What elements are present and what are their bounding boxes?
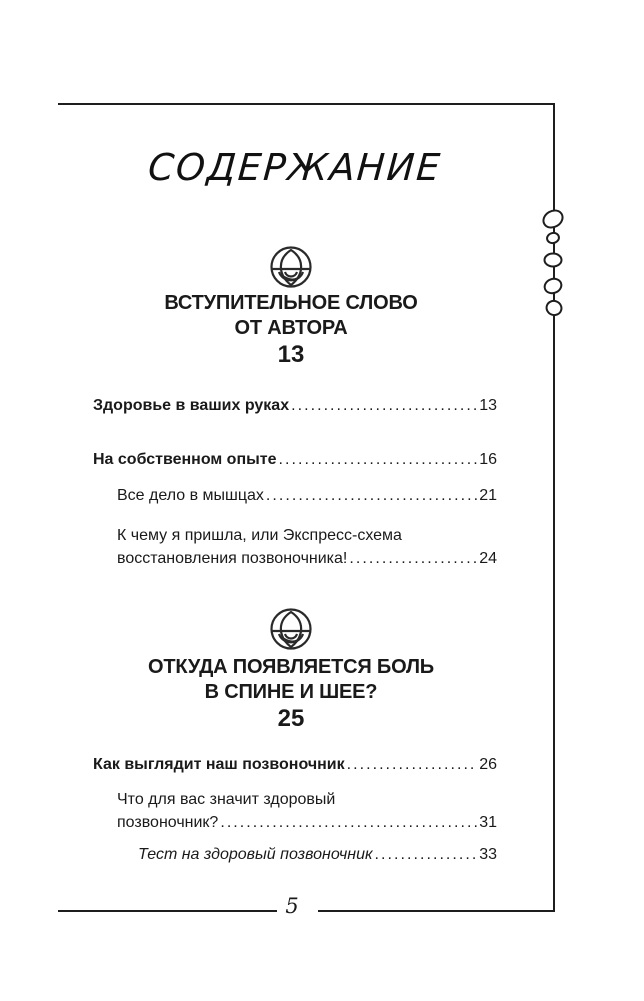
toc-entry-page: 16 xyxy=(479,451,497,468)
toc-entry-page: 21 xyxy=(479,487,497,504)
dot-leader xyxy=(347,754,478,776)
frame-bottom-line-right xyxy=(318,910,555,912)
toc-entry[interactable] xyxy=(117,812,497,834)
lotus-circle-icon xyxy=(269,607,313,651)
toc-entry-label: На собственном опыте xyxy=(93,451,277,468)
toc-entry[interactable] xyxy=(117,485,497,507)
toc-entry-label: Все дело в мышцах xyxy=(117,487,264,504)
section-heading: В СПИНЕ И ШЕЕ? xyxy=(204,681,378,703)
dot-leader xyxy=(375,844,478,866)
toc-entry-label: Тест на здоровый позвоночник xyxy=(138,846,373,863)
dot-leader xyxy=(220,812,477,834)
toc-entry-label: позвоночник? xyxy=(117,814,219,831)
toc-entry-label: Как выглядит наш позвоночник xyxy=(93,756,345,773)
dot-leader xyxy=(279,449,478,471)
toc-entry[interactable] xyxy=(117,548,497,570)
toc-entry-label-line1: Что для вас значит здоровый xyxy=(117,791,336,808)
toc-entry-label: восстановления позвоночника! xyxy=(117,550,348,567)
section-heading: ВСТУПИТЕЛЬНОЕ СЛОВО xyxy=(164,292,418,314)
dot-leader xyxy=(266,485,477,507)
page-title: СОДЕРЖАНИЕ xyxy=(146,146,444,189)
page-number: 5 xyxy=(285,894,299,918)
toc-entry-page: 24 xyxy=(479,550,497,567)
toc-entry-label: Здоровье в ваших руках xyxy=(93,397,290,414)
toc-entry[interactable] xyxy=(93,395,497,417)
section-page-number: 25 xyxy=(277,705,305,732)
toc-entry[interactable] xyxy=(93,754,497,776)
section-heading: ОТКУДА ПОЯВЛЯЕТСЯ БОЛЬ xyxy=(148,656,434,678)
toc-entry-page: 26 xyxy=(479,756,497,773)
frame-bottom-line-left xyxy=(58,910,277,912)
section-page-number: 13 xyxy=(277,341,305,368)
toc-entry-page: 13 xyxy=(479,397,497,414)
frame-top-line xyxy=(58,103,555,105)
toc-entry-label-line1: К чему я пришла, или Экспресс-схема xyxy=(117,527,402,544)
dot-leader xyxy=(291,395,477,417)
frame-right-line-lower xyxy=(553,316,555,912)
dot-leader xyxy=(349,548,477,570)
section-heading: ОТ АВТОРА xyxy=(234,317,348,339)
toc-entry-page: 31 xyxy=(479,814,497,831)
toc-entry[interactable] xyxy=(138,844,497,866)
lotus-circle-icon xyxy=(269,245,313,289)
toc-entry-page: 33 xyxy=(479,846,497,863)
toc-entry[interactable] xyxy=(93,449,497,471)
